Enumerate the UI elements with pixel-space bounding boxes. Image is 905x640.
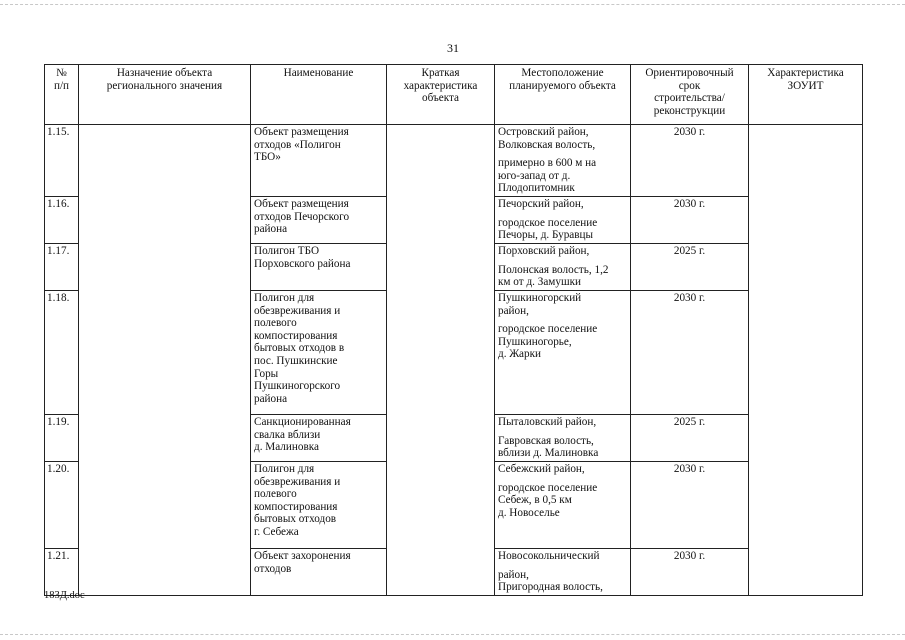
- header-zouit: [749, 65, 863, 125]
- row-number: 1.18.: [45, 290, 79, 414]
- location-line: Гавровская волость,: [498, 434, 594, 447]
- location-line: Печоры, д. Буравцы: [498, 229, 594, 242]
- object-name-line: Пушкиногорского: [254, 380, 341, 393]
- location-line: городское поселение: [498, 481, 598, 494]
- location-line: район,: [498, 304, 529, 317]
- location-line: вблизи д. Малиновка: [498, 447, 599, 460]
- table-header-row: [45, 65, 863, 125]
- location-line: Порховский район,: [498, 244, 590, 257]
- description-cell: [387, 125, 495, 596]
- header-location-line: планируемого объекта: [509, 79, 616, 92]
- timeline-cell: 2030 г.: [631, 125, 749, 197]
- object-name-line: Объект размещения: [254, 197, 349, 210]
- object-name-line: бытовых отходов: [254, 513, 337, 526]
- object-name-line: Полигон для: [254, 291, 315, 304]
- header-zouit-line: Характеристика: [767, 67, 844, 79]
- object-name-line: отходов Печорского: [254, 210, 350, 223]
- object-name-cell: [251, 196, 387, 243]
- row-number: 1.16.: [45, 196, 79, 243]
- object-name-cell: [251, 414, 387, 461]
- header-purpose-line: Назначение объекта: [116, 67, 213, 79]
- object-name-line: отходов: [254, 562, 292, 575]
- objects-table: [44, 64, 863, 596]
- header-name-line: Наименование: [283, 67, 354, 79]
- object-name-line: Санкционированная: [254, 415, 351, 428]
- location-cell: [495, 196, 631, 243]
- object-name-line: отходов «Полигон: [254, 138, 341, 151]
- object-name-line: компостирования: [254, 500, 338, 513]
- object-name-line: ТБО»: [254, 151, 281, 164]
- object-name-line: Горы: [254, 367, 279, 380]
- timeline-cell: 2030 г.: [631, 548, 749, 595]
- header-description: [387, 65, 495, 125]
- timeline-cell: 2030 г.: [631, 290, 749, 414]
- header-location: [495, 65, 631, 125]
- page-number: 31: [447, 41, 459, 55]
- purpose-cell: [79, 125, 251, 596]
- table-body: [45, 125, 863, 596]
- location-line: Полонская волость, 1,2: [498, 263, 609, 276]
- location-line: д. Новоселье: [498, 506, 560, 519]
- location-line: юго-запад от д.: [498, 169, 571, 182]
- object-name-line: Объект размещения: [254, 126, 349, 138]
- object-name-line: полевого: [254, 317, 297, 330]
- header-purpose-line: регионального значения: [106, 79, 223, 92]
- header-purpose: [79, 65, 251, 125]
- header-number-line: п/п: [53, 79, 70, 92]
- row-number: 1.20.: [45, 461, 79, 548]
- row-number: 1.21.: [45, 548, 79, 595]
- object-name-line: полевого: [254, 488, 297, 501]
- header-timeline: [631, 65, 749, 125]
- object-name-line: бытовых отходов в: [254, 342, 345, 355]
- header-timeline-line: реконструкции: [653, 104, 726, 117]
- location-line: Пыталовский район,: [498, 415, 597, 428]
- header-number-line: №: [56, 67, 67, 79]
- location-line: км от д. Замушки: [498, 276, 582, 289]
- object-name-line: компостирования: [254, 329, 338, 342]
- header-name: [251, 65, 387, 125]
- table-row: [45, 125, 863, 197]
- object-name-line: обезвреживания и: [254, 304, 341, 317]
- location-line: городское поселение: [498, 323, 598, 336]
- row-number: 1.19.: [45, 414, 79, 461]
- location-cell: [495, 548, 631, 595]
- timeline-cell: 2025 г.: [631, 414, 749, 461]
- timeline-cell: 2030 г.: [631, 196, 749, 243]
- header-zouit-line: ЗОУИТ: [787, 79, 824, 92]
- location-cell: [495, 461, 631, 548]
- scan-edge-top: [0, 4, 905, 5]
- timeline-cell: 2025 г.: [631, 243, 749, 290]
- location-line: Пушкиногорье,: [498, 335, 572, 348]
- location-cell: [495, 414, 631, 461]
- location-line: Печорский район,: [498, 197, 584, 210]
- timeline-cell: 2030 г.: [631, 461, 749, 548]
- object-name-line: района: [254, 223, 288, 236]
- location-line: Волковская волость,: [498, 138, 596, 151]
- object-name-line: д. Малиновка: [254, 441, 319, 454]
- row-number: 1.15.: [45, 125, 79, 197]
- location-cell: [495, 290, 631, 414]
- zouit-cell: [749, 125, 863, 596]
- object-name-cell: [251, 243, 387, 290]
- location-cell: [495, 243, 631, 290]
- object-name-line: Полигон для: [254, 462, 315, 475]
- header-description-line: объекта: [421, 92, 460, 105]
- location-line: д. Жарки: [498, 348, 542, 361]
- header-timeline-line: Ориентировочный: [645, 67, 734, 79]
- location-line: Себеж, в 0,5 км: [498, 494, 572, 507]
- location-line: Пригородная волость,: [498, 581, 603, 594]
- object-name-cell: [251, 125, 387, 197]
- location-line: Плодопитомник: [498, 182, 575, 195]
- location-line: Островский район,: [498, 126, 589, 138]
- object-name-line: г. Себежа: [254, 525, 299, 538]
- header-timeline-line: срок: [678, 79, 701, 92]
- location-line: Себежский район,: [498, 462, 585, 475]
- object-name-cell: [251, 290, 387, 414]
- object-name-line: района: [254, 392, 288, 405]
- header-description-line: характеристика: [403, 79, 478, 92]
- header-number: [45, 65, 79, 125]
- object-name-line: свалка вблизи: [254, 428, 321, 441]
- row-number: 1.17.: [45, 243, 79, 290]
- location-line: район,: [498, 568, 529, 581]
- object-name-cell: [251, 548, 387, 595]
- location-line: городское поселение: [498, 216, 598, 229]
- header-location-line: Местоположение: [521, 67, 604, 79]
- header-description-line: Краткая: [421, 67, 460, 79]
- object-name-line: Порховского района: [254, 257, 351, 270]
- location-cell: [495, 125, 631, 197]
- object-name-line: обезвреживания и: [254, 475, 341, 488]
- location-line: примерно в 600 м на: [498, 157, 597, 170]
- scan-edge-bottom: [0, 634, 905, 635]
- location-line: Пушкиногорский: [498, 291, 582, 304]
- object-name-line: Объект захоронения: [254, 549, 351, 562]
- footer-filename: 183Д.doc: [44, 590, 85, 601]
- object-name-line: Полигон ТБО: [254, 244, 320, 257]
- header-timeline-line: строительства/: [654, 92, 725, 105]
- location-line: Новосокольнический: [498, 549, 600, 562]
- object-name-cell: [251, 461, 387, 548]
- object-name-line: пос. Пушкинские: [254, 354, 338, 367]
